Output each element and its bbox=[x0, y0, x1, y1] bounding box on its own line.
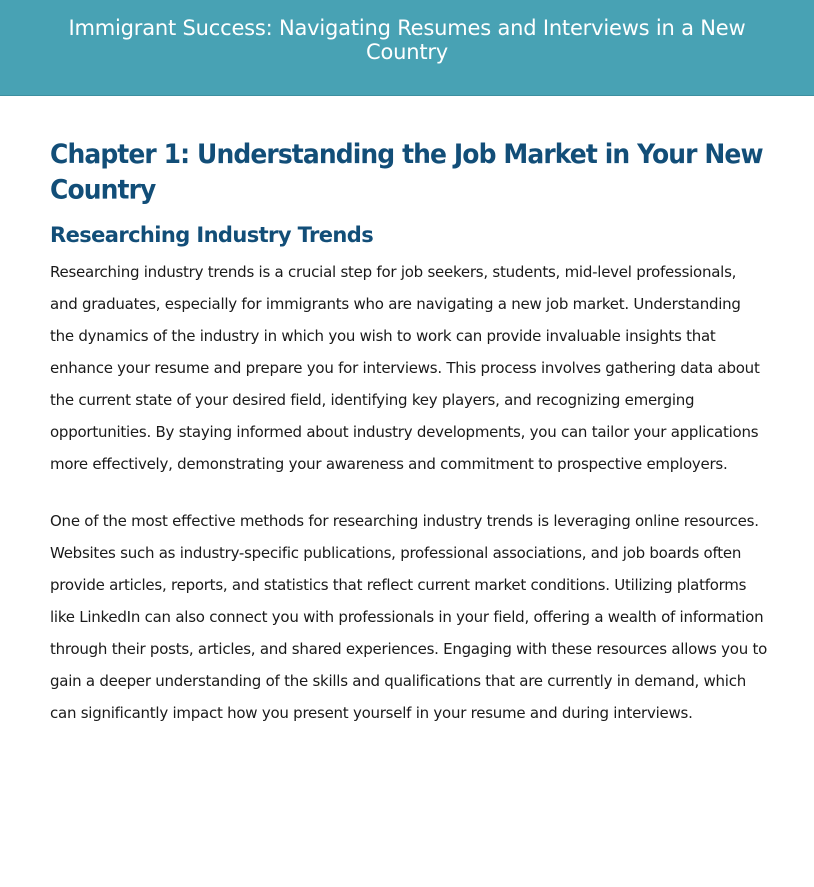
section-title: Researching Industry Trends bbox=[50, 223, 374, 247]
body-paragraph-2: One of the most effective methods for researching industry trends is leveraging online resources. Websites such as industry-specific publications, professional associations, and job boards often provide articles, reports, and statistics that reflect current market conditions. Utilizing platforms like LinkedIn can also connect you with professionals in your field, offering a wealth of information through their posts, articles, and shared experiences. Engaging with these resources allows you to gain a deeper understanding of the skills and qualifications that are currently in demand, which can significantly impact how you present yourself in your resume and during interviews. bbox=[50, 512, 768, 722]
page-content bbox=[50, 136, 768, 729]
body-paragraph-1: Researching industry trends is a crucial step for job seekers, students, mid-level professionals, and graduates, especially for immigrants who are navigating a new job market. Understanding the dynamics of the industry in which you wish to work can provide invaluable insights that enhance your resume and prepare you for interviews. This process involves gathering data about the current state of your desired field, identifying key players, and recognizing emerging opportunities. By staying informed about industry developments, you can tailor your applications more effectively, demonstrating your awareness and commitment to prospective employers. bbox=[50, 263, 760, 473]
header-banner bbox=[0, 0, 814, 96]
book-title: Immigrant Success: Navigating Resumes and Interviews in a New Country bbox=[68, 16, 746, 64]
chapter-title: Chapter 1: Understanding the Job Market in Your New Country bbox=[50, 138, 763, 206]
